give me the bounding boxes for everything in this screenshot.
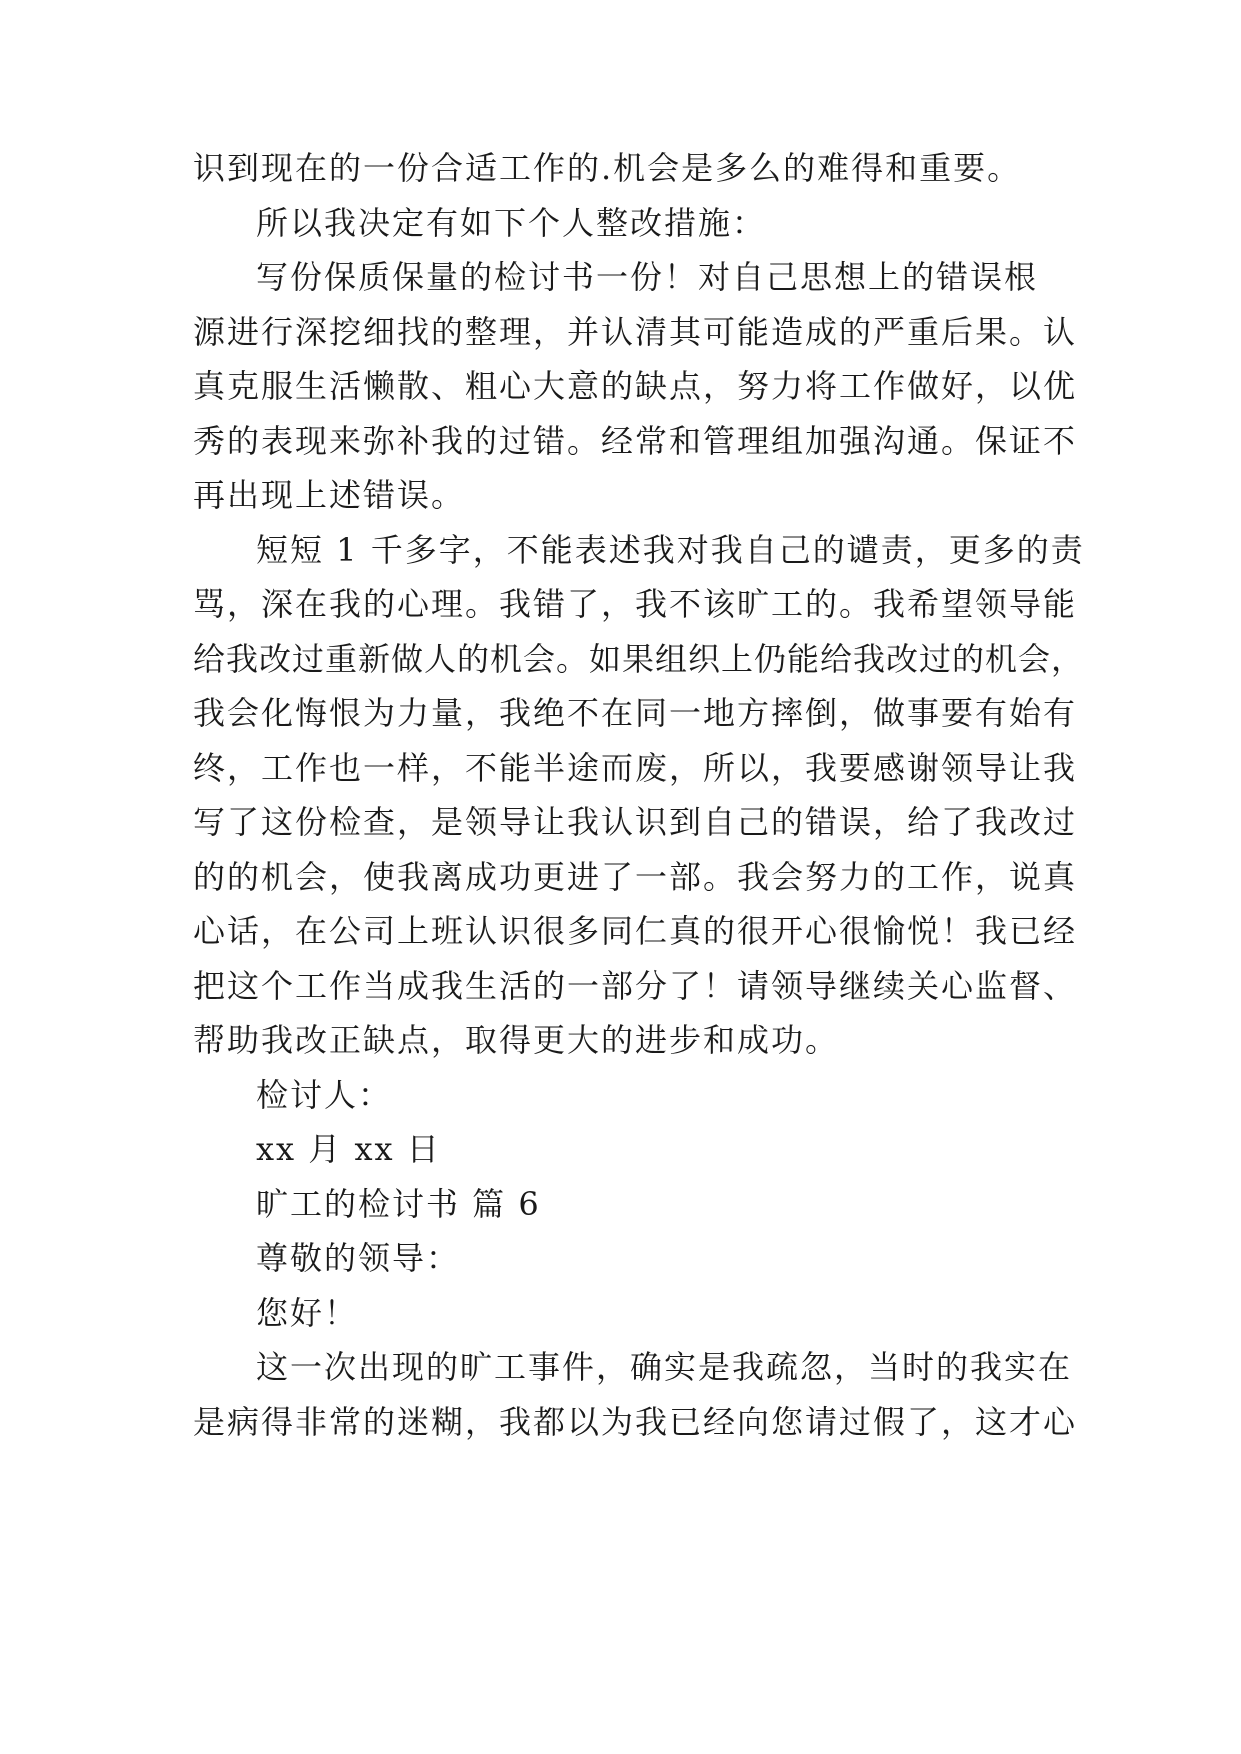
text-line: 短短 1 千多字，不能表述我对我自己的谴责，更多的责 xyxy=(256,531,1085,569)
text-line: 真克服生活懒散、粗心大意的缺点，努力将工作做好，以优 xyxy=(193,367,1078,405)
text-line: 秀的表现来弥补我的过错。经常和管理组加强沟通。保证不 xyxy=(193,422,1078,460)
text-line: 我会化悔恨为力量，我绝不在同一地方摔倒，做事要有始有 xyxy=(193,694,1078,732)
signature-label: 检讨人： xyxy=(256,1076,393,1114)
text-line: 再出现上述错误。 xyxy=(193,476,466,514)
text-line: 帮助我改正缺点，取得更大的进步和成功。 xyxy=(193,1021,840,1059)
section-title: 旷工的检讨书 篇 6 xyxy=(256,1185,541,1223)
text-line: 心话，在公司上班认识很多同仁真的很开心很愉悦！我已经 xyxy=(193,912,1078,950)
text-line: 所以我决定有如下个人整改措施： xyxy=(256,204,767,242)
greeting: 您好！ xyxy=(256,1294,359,1332)
text-line: 终，工作也一样，不能半途而废，所以，我要感谢领导让我 xyxy=(193,749,1078,787)
date-line: xx 月 xx 日 xyxy=(256,1130,441,1168)
text-line: 识到现在的一份合适工作的.机会是多么的难得和重要。 xyxy=(193,149,1022,187)
text-line: 把这个工作当成我生活的一部分了！请领导继续关心监督、 xyxy=(193,967,1078,1005)
text-line: 写份保质保量的检讨书一份！对自己思想上的错误根 xyxy=(256,258,1039,296)
text-line: 写了这份检查，是领导让我认识到自己的错误，给了我改过 xyxy=(193,803,1078,841)
text-line: 骂，深在我的心理。我错了，我不该旷工的。我希望领导能 xyxy=(193,585,1078,623)
text-line: 源进行深挖细找的整理，并认清其可能造成的严重后果。认 xyxy=(193,313,1078,351)
text-line: 的的机会，使我离成功更进了一部。我会努力的工作，说真 xyxy=(193,858,1078,896)
salutation: 尊敬的领导： xyxy=(256,1239,461,1277)
text-line: 是病得非常的迷糊，我都以为我已经向您请过假了，这才心 xyxy=(193,1403,1078,1441)
text-line: 给我改过重新做人的机会。如果组织上仍能给我改过的机会， xyxy=(193,640,1085,678)
text-line: 这一次出现的旷工事件，确实是我疏忽，当时的我实在 xyxy=(256,1348,1073,1386)
